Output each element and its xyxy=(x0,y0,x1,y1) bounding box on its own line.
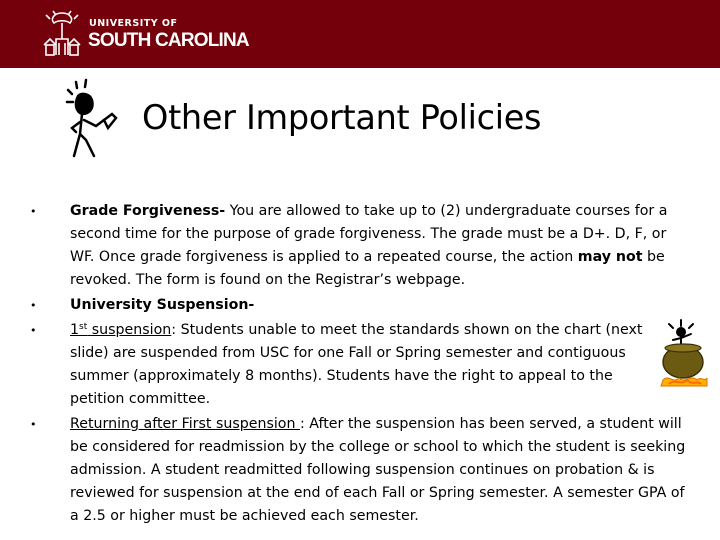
bullet-marker: • xyxy=(30,205,37,218)
bullet-university-suspension xyxy=(30,294,692,317)
grade-forgiveness-text: You are allowed to take up to (2) undergraduate courses for a second time for the purpose of grade forgiveness. The grade must be a D+. D, F, or WF. Once grade forgiveness is applied to a repeated course, the action xyxy=(70,203,668,265)
university-wordmark-top: UNIVERSITY OF xyxy=(89,18,178,29)
first-suspension-text: : Students unable to meet the standards shown on the chart (next slide) are suspended from USC for one Fall or Spring semester and contiguous summer (approximately 8 months). Students have the right to appeal to the petition committee. xyxy=(70,322,643,407)
bullet-grade-forgiveness xyxy=(30,200,692,292)
header-banner xyxy=(0,0,720,68)
bullet-marker: • xyxy=(30,418,37,431)
grade-forgiveness-heading: Grade Forgiveness- xyxy=(70,203,226,219)
university-seal-icon xyxy=(40,9,84,59)
returning-after-suspension-text: : After the suspension has been served, a student will be considered for readmission by the college or school to which the student is seeking admission. A student readmitted following suspension continues on probation & is reviewed for suspension at the end of each Fall or Spring semester. A semester GPA of a 2.5 or higher must be achieved each semester. xyxy=(70,416,686,524)
first-suspension-label: suspension xyxy=(87,322,172,338)
bullet-first-suspension xyxy=(30,319,692,411)
bullet-list xyxy=(30,200,692,530)
university-suspension-heading: University Suspension- xyxy=(70,297,255,313)
university-wordmark-main: SOUTH CAROLINA xyxy=(88,30,249,51)
bullet-returning-after-suspension xyxy=(30,413,692,528)
slide-title: Other Important Policies xyxy=(142,98,542,137)
returning-after-suspension-label: Returning after First suspension xyxy=(70,416,300,432)
grade-forgiveness-text-end: be revoked. The form is found on the Registrar’s webpage. xyxy=(70,249,665,288)
first-suspension-ordinal-suffix: st xyxy=(79,322,88,332)
bullet-marker: • xyxy=(30,299,37,312)
first-suspension-ordinal: 1 xyxy=(70,322,80,338)
bullet-marker: • xyxy=(30,324,37,337)
grade-forgiveness-emphasis: may not xyxy=(577,249,643,265)
thinking-figure-icon xyxy=(64,78,120,160)
cauldron-figure-icon xyxy=(655,318,711,390)
